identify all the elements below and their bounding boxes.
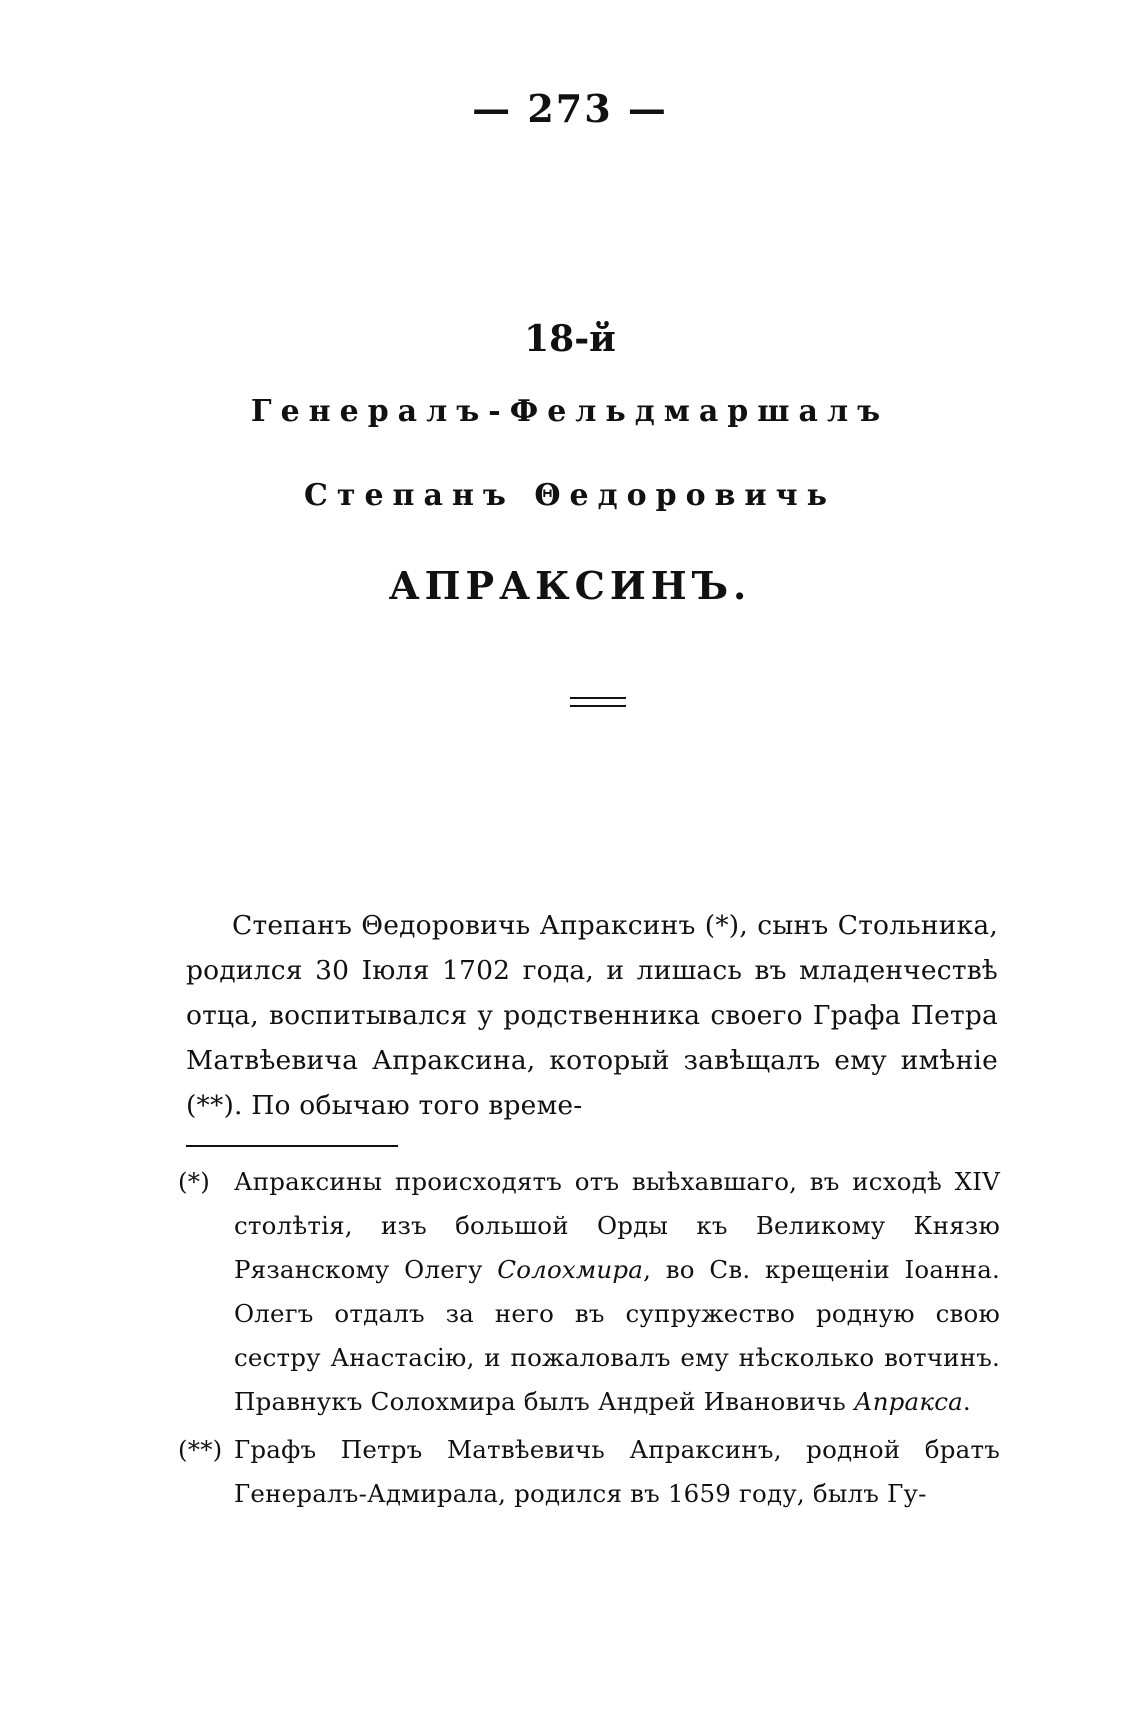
footnote-1-text-middle: , во Св. крещеніи Іоанна. Олегъ отдалъ за него въ супружество родную свою сестру Анастасію, и пожаловалъ ему нѣсколько вотчинъ. Правнукъ Солохмира былъ Андрей Ивановичь [234,1255,1001,1416]
page-number: — 273 — [472,86,668,131]
footnote-1 [178,1160,1000,1424]
person-surname: АПРАКСИНЪ. [388,563,752,608]
footnote-1-italic-name: Солохмира [497,1255,644,1284]
footnote-2 [178,1428,1000,1516]
footnote-separator-rule [186,1145,398,1147]
person-rank: Генералъ-Фельдмаршалъ [250,394,890,429]
footnote-2-text: Графъ Петръ Матвѣевичь Апраксинъ, родной братъ Генералъ-Адмирала, родился въ 1659 году, былъ Гу- [234,1435,1000,1508]
footnote-1-text-before: Апраксины происходятъ отъ выѣхавшаго, въ исходѣ XIV столѣтія, изъ большой Орды къ Великому Князю Рязанскому Олегу [234,1167,1000,1284]
footnote-1-text-end: . [962,1387,971,1416]
biography-paragraph: Степанъ Θедоровичь Апраксинъ (*), сынъ Стольника, родился 30 Іюля 1702 года, и лишась въ младенчествѣ отца, воспитывался у родственника своего Графа Петра Матвѣевича Апраксина, который завѣщалъ ему имѣніе (**). По обычаю того време- [186,910,998,1121]
section-divider-ornament [570,697,626,709]
footnotes-block [178,1160,1000,1516]
footnote-2-mark: (**) [178,1435,223,1464]
chapter-ordinal: 18-й [524,318,616,360]
footnote-1-italic-end: Апракса [853,1387,963,1416]
person-given-name: Степанъ Θедоровичь [304,478,836,513]
footnote-1-mark: (*) [178,1167,210,1196]
